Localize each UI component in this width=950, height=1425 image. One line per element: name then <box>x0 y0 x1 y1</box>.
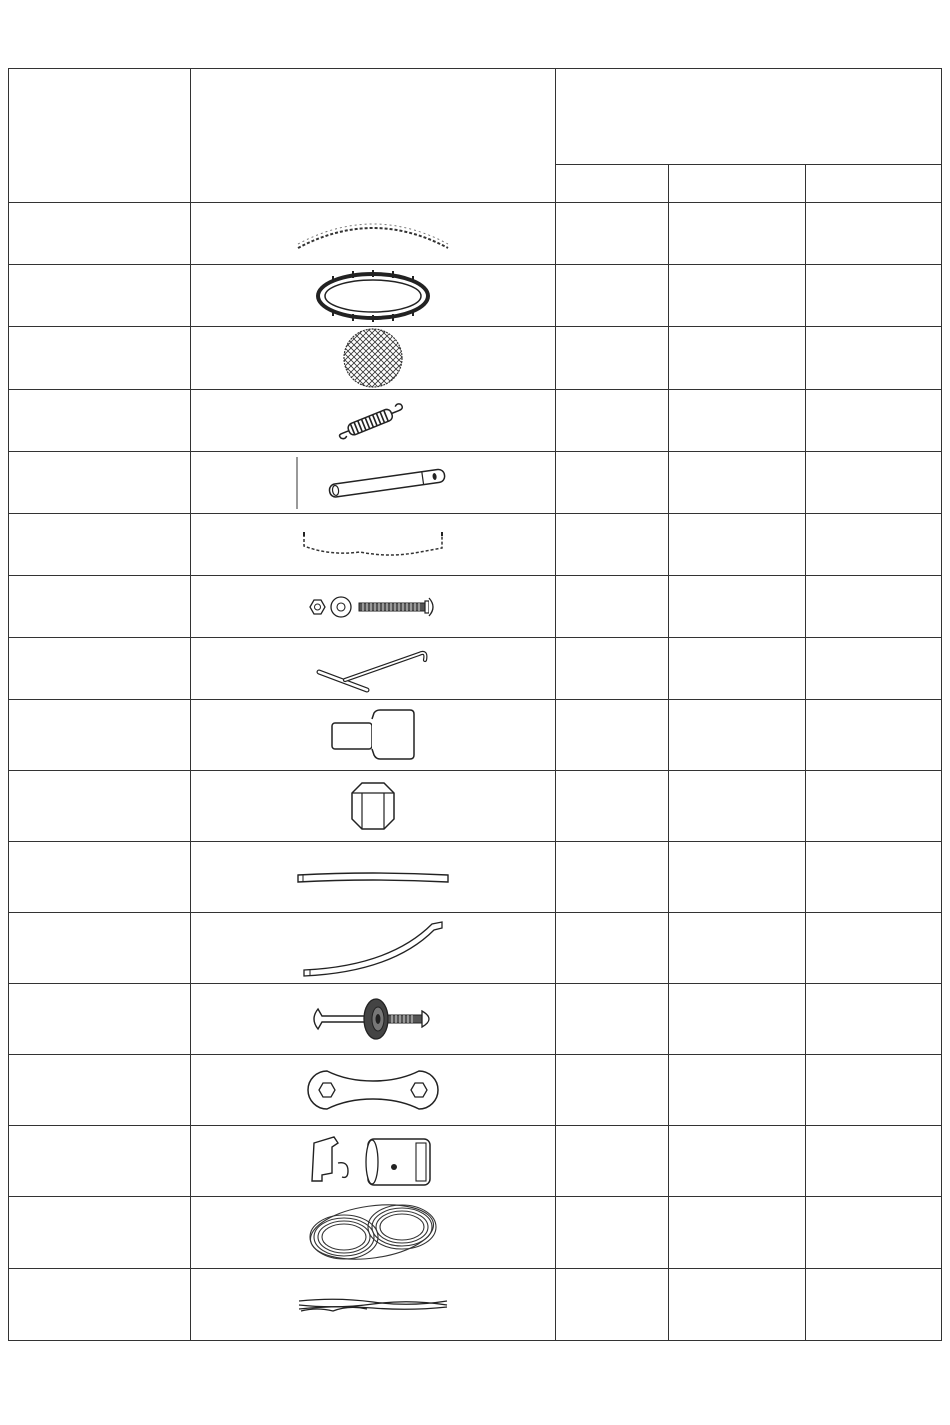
part-number-cell <box>9 984 191 1055</box>
qty-cell-1 <box>555 700 668 771</box>
part-number-cell <box>9 1055 191 1126</box>
part-number-cell <box>9 771 191 842</box>
curved-pole-icon <box>300 918 446 978</box>
illustration-cell <box>191 1055 555 1126</box>
assembled-ring-frame-icon <box>313 269 433 323</box>
table-row <box>9 1269 942 1341</box>
illustration-cell <box>191 390 555 452</box>
header-sub-1 <box>555 165 668 203</box>
qty-cell-2 <box>668 203 805 265</box>
qty-cell-1 <box>555 203 668 265</box>
qty-cell-1 <box>555 452 668 514</box>
table-row <box>9 576 942 638</box>
qty-cell-2 <box>668 452 805 514</box>
qty-cell-3 <box>805 452 941 514</box>
header-sub-2 <box>668 165 805 203</box>
pole-bolt-assembly-icon <box>308 995 438 1043</box>
qty-cell-3 <box>805 1197 941 1269</box>
illustration-cell <box>191 984 555 1055</box>
table-row <box>9 327 942 390</box>
qty-cell-3 <box>805 576 941 638</box>
table-row <box>9 984 942 1055</box>
qty-cell-1 <box>555 514 668 576</box>
qty-cell-2 <box>668 984 805 1055</box>
table-row <box>9 1055 942 1126</box>
qty-cell-3 <box>805 771 941 842</box>
part-number-cell <box>9 452 191 514</box>
table-row <box>9 265 942 327</box>
safety-pad-icon <box>300 530 446 560</box>
illustration-cell <box>191 842 555 913</box>
qty-cell-1 <box>555 576 668 638</box>
qty-cell-3 <box>805 913 941 984</box>
illustration-cell <box>191 771 555 842</box>
table-row <box>9 638 942 700</box>
qty-cell-2 <box>668 638 805 700</box>
illustration-cell <box>191 203 555 265</box>
illustration-cell <box>191 1269 555 1341</box>
leg-tube-icon <box>295 455 451 511</box>
qty-cell-1 <box>555 984 668 1055</box>
illustration-cell <box>191 265 555 327</box>
hex-sleeve-icon <box>350 781 396 831</box>
straight-pole-icon <box>295 866 451 888</box>
qty-cell-1 <box>555 913 668 984</box>
part-number-cell <box>9 700 191 771</box>
part-number-cell <box>9 576 191 638</box>
qty-cell-2 <box>668 576 805 638</box>
part-number-cell <box>9 842 191 913</box>
illustration-cell <box>191 1197 555 1269</box>
qty-cell-1 <box>555 638 668 700</box>
table-row <box>9 842 942 913</box>
header-sub-3 <box>805 165 941 203</box>
header-quantity-group <box>555 69 941 165</box>
qty-cell-3 <box>805 514 941 576</box>
illustration-cell <box>191 700 555 771</box>
qty-cell-1 <box>555 1055 668 1126</box>
parts-list-table <box>8 68 942 1341</box>
part-number-cell <box>9 327 191 390</box>
qty-cell-3 <box>805 638 941 700</box>
table-row <box>9 700 942 771</box>
illustration-cell <box>191 913 555 984</box>
qty-cell-2 <box>668 913 805 984</box>
qty-cell-2 <box>668 514 805 576</box>
part-number-cell <box>9 514 191 576</box>
qty-cell-1 <box>555 842 668 913</box>
bolt-nut-washer-icon <box>307 592 439 622</box>
qty-cell-2 <box>668 700 805 771</box>
illustration-cell <box>191 327 555 390</box>
part-number-cell <box>9 1269 191 1341</box>
part-number-cell <box>9 913 191 984</box>
header-part-number <box>9 69 191 203</box>
spring-icon <box>333 401 413 441</box>
qty-cell-1 <box>555 1197 668 1269</box>
header-illustration <box>191 69 555 203</box>
qty-cell-2 <box>668 1126 805 1197</box>
illustration-cell <box>191 576 555 638</box>
qty-cell-3 <box>805 700 941 771</box>
clip-and-sleeve-icon <box>308 1133 438 1189</box>
qty-cell-2 <box>668 1055 805 1126</box>
illustration-cell <box>191 1126 555 1197</box>
qty-cell-3 <box>805 390 941 452</box>
qty-cell-1 <box>555 1126 668 1197</box>
frame-rail-arc-icon <box>293 214 453 254</box>
qty-cell-3 <box>805 842 941 913</box>
header-row <box>9 69 942 165</box>
table-row <box>9 390 942 452</box>
table-row <box>9 203 942 265</box>
part-number-cell <box>9 1197 191 1269</box>
qty-cell-2 <box>668 1269 805 1341</box>
spring-hook-tool-icon <box>315 644 431 694</box>
table-row <box>9 771 942 842</box>
qty-cell-2 <box>668 327 805 390</box>
qty-cell-2 <box>668 390 805 452</box>
qty-cell-3 <box>805 203 941 265</box>
illustration-cell <box>191 514 555 576</box>
table-row <box>9 1126 942 1197</box>
qty-cell-1 <box>555 771 668 842</box>
qty-cell-3 <box>805 265 941 327</box>
qty-cell-3 <box>805 1269 941 1341</box>
qty-cell-3 <box>805 1126 941 1197</box>
part-number-cell <box>9 203 191 265</box>
qty-cell-2 <box>668 771 805 842</box>
double-end-wrench-icon <box>307 1069 439 1111</box>
qty-cell-3 <box>805 327 941 390</box>
jumping-mat-net-icon <box>342 327 404 389</box>
part-number-cell <box>9 1126 191 1197</box>
qty-cell-1 <box>555 1269 668 1341</box>
qty-cell-1 <box>555 265 668 327</box>
part-number-cell <box>9 390 191 452</box>
part-number-cell <box>9 265 191 327</box>
table-row <box>9 1197 942 1269</box>
table-row <box>9 514 942 576</box>
qty-cell-3 <box>805 984 941 1055</box>
qty-cell-3 <box>805 1055 941 1126</box>
illustration-cell <box>191 452 555 514</box>
table-row <box>9 452 942 514</box>
qty-cell-1 <box>555 390 668 452</box>
illustration-cell <box>191 638 555 700</box>
qty-cell-2 <box>668 265 805 327</box>
coiled-rope-icon <box>306 1201 440 1265</box>
qty-cell-2 <box>668 842 805 913</box>
elastic-cord-icon <box>297 1293 449 1317</box>
part-number-cell <box>9 638 191 700</box>
qty-cell-2 <box>668 1197 805 1269</box>
qty-cell-1 <box>555 327 668 390</box>
end-cap-icon <box>330 709 416 761</box>
table-row <box>9 913 942 984</box>
